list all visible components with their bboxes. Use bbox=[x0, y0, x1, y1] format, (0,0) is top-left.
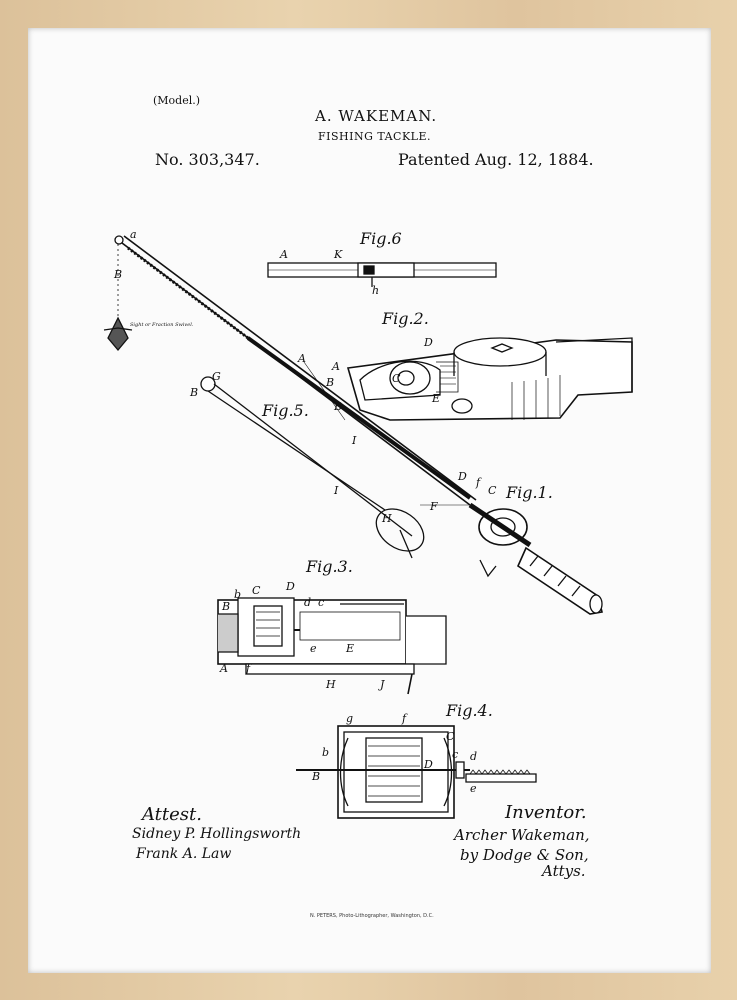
part-label-E-fig2: E bbox=[432, 392, 441, 405]
part-label-D-fig4: D bbox=[424, 758, 433, 771]
part-label-f-fig4: f bbox=[402, 712, 407, 725]
fig4-title: Fig.4. bbox=[446, 701, 493, 720]
part-label-B: B bbox=[114, 268, 123, 281]
fig4-reel-crosssection bbox=[296, 726, 536, 818]
part-label-I-rod: I bbox=[352, 434, 357, 447]
part-label-B-rod: B bbox=[326, 376, 335, 389]
part-label-B-rod2: B bbox=[334, 400, 343, 413]
part-label-A-rod: A bbox=[298, 352, 306, 365]
part-label-b-fig3: b bbox=[234, 588, 242, 601]
part-label-B-fig5: B bbox=[190, 386, 199, 399]
part-label-c-fig4: c bbox=[452, 748, 459, 761]
fig6-rod-joint bbox=[268, 263, 496, 287]
part-label-e-fig4: e bbox=[470, 782, 477, 795]
witness-signature-1: Sidney P. Hollingsworth bbox=[132, 826, 302, 842]
part-label-c-fig3: c bbox=[318, 596, 325, 609]
part-label-G-fig5: G bbox=[212, 370, 221, 383]
fig5-title: Fig.5. bbox=[262, 401, 309, 420]
part-label-g-fig4: g bbox=[346, 712, 354, 725]
part-label-J-fig3: J bbox=[380, 678, 385, 691]
part-label-A: A bbox=[280, 248, 288, 261]
part-label-C-fig2: C bbox=[392, 372, 401, 385]
fig2-title: Fig.2. bbox=[382, 309, 429, 328]
printer-credit: N. PETERS, Photo-Lithographer, Washington, D.C. bbox=[310, 913, 434, 919]
part-label-C-fig3: C bbox=[252, 584, 261, 597]
patent-date: Patented Aug. 12, 1884. bbox=[398, 150, 594, 169]
part-label-H-fig3: H bbox=[326, 678, 336, 691]
part-label-f-fig1: f bbox=[476, 476, 481, 489]
attorneys-label: Attys. bbox=[542, 862, 586, 880]
part-label-d-fig3: d bbox=[304, 596, 312, 609]
part-label-I-fig5: I bbox=[334, 484, 339, 497]
part-label-b-fig4: b bbox=[322, 746, 330, 759]
inventor-signature: Archer Wakeman, bbox=[454, 826, 590, 844]
fig1-title: Fig.1. bbox=[506, 483, 553, 502]
fig1-rod bbox=[104, 236, 602, 614]
part-label-E-fig3: E bbox=[346, 642, 355, 655]
part-label-e-fig3: e bbox=[310, 642, 317, 655]
model-label: (Model.) bbox=[153, 94, 201, 107]
inventor-name: A. WAKEMAN. bbox=[315, 107, 438, 125]
part-label-f-fig3: f bbox=[246, 662, 251, 675]
attest-heading: Attest. bbox=[142, 804, 202, 825]
inventor-heading: Inventor. bbox=[505, 802, 587, 823]
patent-subject: FISHING TACKLE. bbox=[318, 130, 432, 143]
witness-signature-2: Frank A. Law bbox=[136, 846, 232, 862]
part-label-H-fig5: H bbox=[382, 512, 392, 525]
part-label-F-fig1: F bbox=[430, 500, 438, 513]
swivel-note: Sight or Fraction Swivel. bbox=[130, 322, 194, 328]
fig2-reel-cutaway bbox=[348, 338, 632, 420]
part-label-a: a bbox=[130, 228, 137, 241]
fig3-title: Fig.3. bbox=[306, 557, 353, 576]
part-label-C-fig4: C bbox=[446, 730, 455, 743]
part-label-D-fig1: D bbox=[458, 470, 467, 483]
part-label-D-fig3: D bbox=[286, 580, 295, 593]
part-label-d-fig4: d bbox=[470, 750, 478, 763]
fig6-title: Fig.6 bbox=[360, 229, 402, 248]
attorney-by-line: by Dodge & Son, bbox=[460, 846, 589, 864]
part-label-K: K bbox=[334, 248, 343, 261]
patent-number: No. 303,347. bbox=[155, 150, 260, 169]
part-label-D-fig2: D bbox=[424, 336, 433, 349]
part-label-C-fig1: C bbox=[488, 484, 497, 497]
part-label-B-fig4: B bbox=[312, 770, 321, 783]
part-label-A-fig2: A bbox=[332, 360, 340, 373]
part-label-B-fig3: B bbox=[222, 600, 231, 613]
part-label-h: h bbox=[372, 284, 380, 297]
part-label-A-fig3: A bbox=[220, 662, 228, 675]
